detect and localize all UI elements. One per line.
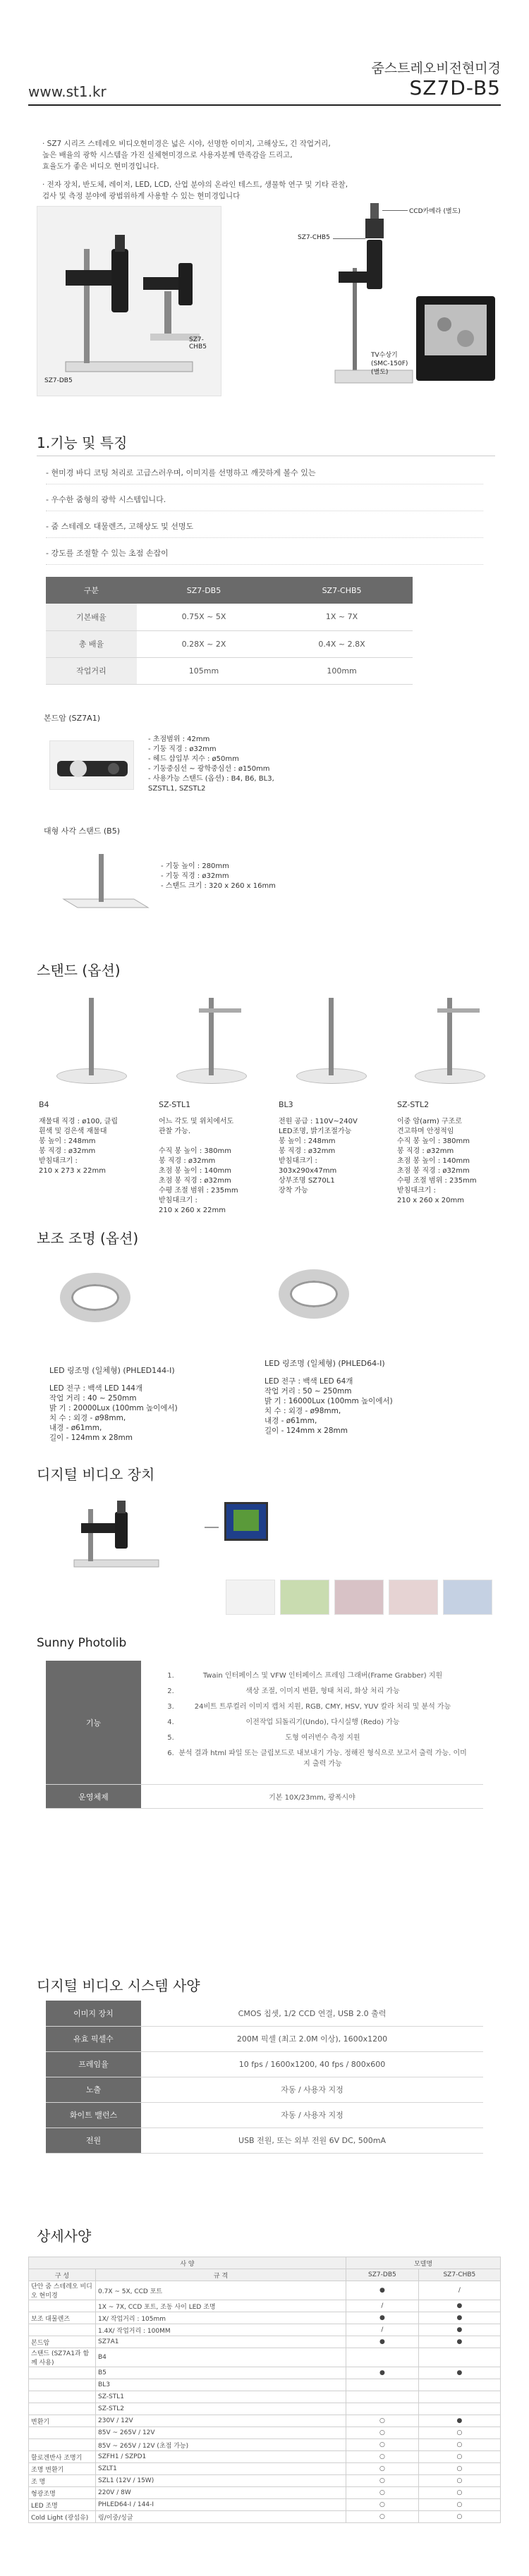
row-header: 기능 — [46, 1661, 141, 1785]
stand-desc-line: 봉 직경 : ø32mm — [39, 1147, 96, 1155]
table-header: SZ7-DB5 — [346, 2269, 419, 2281]
table-cell: 0.4X ~ 2.8X — [271, 630, 413, 657]
light-desc-line: LED 전구 : 백색 LED 144개 — [49, 1384, 143, 1393]
table-cell: 10 fps / 1600x1200, 40 fps / 800x600 — [141, 2051, 483, 2077]
screenshot-thumb — [334, 1580, 384, 1615]
table-cell: ○ — [346, 2427, 419, 2439]
stand-desc-line — [159, 1137, 272, 1147]
table-header: 사 양 — [29, 2257, 346, 2269]
table-cell: 형광조명 — [29, 2487, 96, 2499]
hero-label-db5: SZ7-DB5 — [44, 377, 73, 384]
table-cell: 작업거리 — [46, 657, 137, 684]
photolib-table — [46, 1661, 483, 1809]
focus-spec-list — [148, 735, 274, 794]
site-url[interactable]: www.st1.kr — [28, 83, 107, 100]
stand-desc-line: 초점 봉 직경 : ø32mm — [397, 1167, 470, 1175]
table-cell: 100mm — [271, 657, 413, 684]
table-row — [46, 2102, 483, 2128]
photolib-title: Sunny Photolib — [37, 1636, 127, 1650]
base-spec-line: - 스탠드 크기 : 320 x 260 x 16mm — [161, 882, 276, 890]
row-header: 프레임율 — [46, 2051, 141, 2077]
table-cell — [29, 2379, 96, 2391]
table-header-row — [29, 2257, 501, 2269]
table-cell: 기본배율 — [46, 604, 137, 630]
light-desc-line: 내경 - ø61mm, — [264, 1417, 317, 1425]
table-cell: 링/이중/싱글 — [96, 2511, 346, 2523]
light-desc — [264, 1376, 393, 1436]
table-row — [46, 657, 413, 684]
row-header: 전원 — [46, 2128, 141, 2153]
stand-desc-line: 수평 조절 범위 : 235mm — [397, 1177, 477, 1185]
feature-bullet: - 강도를 조절할 수 있는 초점 손잡이 — [46, 547, 483, 565]
stand-bl3-photo — [276, 987, 382, 1089]
table-cell: ○ — [418, 2487, 500, 2499]
callout-line — [382, 210, 408, 211]
stand-desc-line: 받침대크기 : — [39, 1157, 78, 1165]
table-cell: ○ — [346, 2511, 419, 2523]
stand-desc-line: 재물대 직경 : ø100, 클립 — [39, 1118, 118, 1125]
product-model: SZ7D-B5 — [409, 76, 501, 99]
stand-desc-line: 봉 높이 : 248mm — [39, 1137, 96, 1145]
list-item: 5. 도형 여러번수 측정 지원 — [176, 1733, 469, 1743]
table-cell — [346, 2379, 419, 2391]
table-cell: 스탠드 (SZ7A1과 함께 사용) — [29, 2348, 96, 2367]
table-cell: 변환기 — [29, 2415, 96, 2427]
table-cell: ● — [346, 2312, 419, 2324]
table-cell — [418, 2403, 500, 2415]
table-cell: ● — [346, 2281, 419, 2300]
tv-label-line: (별도) — [371, 369, 389, 376]
list-item: 1. Twain 인터페이스 및 VFW 인터페이스 프레임 그래버(Frame Grabber) 지원 — [176, 1671, 469, 1681]
ring-light-icon — [60, 1273, 130, 1322]
table-cell: B4 — [96, 2348, 346, 2367]
table-row — [29, 2403, 501, 2415]
ring-light-icon — [279, 1269, 349, 1319]
table-row — [29, 2391, 501, 2403]
base-spec-line: - 기둥 높이 : 280mm — [161, 862, 229, 870]
focus-arm-icon — [50, 741, 135, 790]
screenshot-thumb — [389, 1580, 438, 1615]
table-row — [29, 2415, 501, 2427]
table-row — [46, 2001, 483, 2026]
screenshot-thumb — [226, 1580, 275, 1615]
stand-desc-line: 상부조명 SZ70L1 — [279, 1177, 335, 1185]
stand-arm — [437, 1008, 480, 1013]
table-cell: ○ — [418, 2427, 500, 2439]
product-subtitle: 줌스트레오비전현미경 — [371, 61, 501, 76]
table-cell: BL3 — [96, 2379, 346, 2391]
list-item: 2. 색상 조절, 이미지 변환, 형태 처리, 화상 처리 가능 — [176, 1686, 469, 1697]
light-desc — [49, 1384, 178, 1443]
stand-desc-line: 봉 높이 : 248mm — [279, 1137, 336, 1145]
feature-bullet: - 현미경 바디 코팅 처리로 고급스러우며, 이미지를 선명하고 깨끗하게 볼수 있는 — [46, 467, 483, 484]
table-cell: CMOS 칩셋, 1/2 CCD 연결, USB 2.0 출력 — [141, 2001, 483, 2026]
table-cell: / — [418, 2281, 500, 2300]
base-spec-list — [161, 862, 276, 891]
callout-line — [333, 238, 365, 239]
table-cell: Cold Light (광섬유) — [29, 2511, 96, 2523]
table-cell: SZ7A1 — [96, 2336, 346, 2348]
intro-line: 효율도가 좋은 비디오 현미경입니다. — [42, 162, 159, 171]
table-cell: ● — [418, 2367, 500, 2379]
table-row — [29, 2427, 501, 2439]
table-cell: ○ — [346, 2475, 419, 2487]
table-cell: 본드암 — [29, 2336, 96, 2348]
table-cell — [346, 2403, 419, 2415]
tv-label-line: (SMC-150F) — [371, 360, 408, 367]
stand-desc-line: 관찰 가능. — [159, 1128, 190, 1135]
table-row — [29, 2487, 501, 2499]
stand-desc-line: 흰색 및 검은색 재물대 — [39, 1128, 107, 1135]
stand-name: B4 — [39, 1100, 49, 1109]
table-cell: SZ-STL1 — [96, 2391, 346, 2403]
base-spec-line: - 기둥 직경 : ø32mm — [161, 872, 229, 880]
table-cell: ● — [418, 2324, 500, 2336]
stand-name: BL3 — [279, 1100, 293, 1109]
table-row — [29, 2324, 501, 2336]
table-cell: SZLT1 — [96, 2463, 346, 2475]
row-header: 이미지 장치 — [46, 2001, 141, 2026]
stand-desc-line: 전원 공급 : 110V~240V — [279, 1118, 358, 1125]
table-cell: ○ — [418, 2463, 500, 2475]
table-header: SZ7-DB5 — [137, 577, 271, 604]
stand-name: SZ-STL1 — [159, 1100, 191, 1109]
base-block-title: 대형 사각 스탠드 (B5) — [44, 826, 120, 836]
table-cell: 보조 대물렌즈 — [29, 2312, 96, 2324]
stand-desc-line: 견고하며 안정적임 — [397, 1128, 454, 1135]
page-header — [28, 49, 501, 106]
table-cell: 조명 변환기 — [29, 2463, 96, 2475]
table-cell: 할로겐반사 조명기 — [29, 2451, 96, 2463]
table-cell: 1X/ 작업거리 : 105mm — [96, 2312, 346, 2324]
table-cell: 1.4X/ 작업거리 : 100MM — [96, 2324, 346, 2336]
table-row — [29, 2475, 501, 2487]
stand-desc-line: 봉 직경 : ø32mm — [159, 1157, 216, 1165]
table-cell: ○ — [346, 2499, 419, 2511]
detail-table-body — [29, 2257, 501, 2523]
base-stand-photo — [49, 850, 155, 913]
light-desc-line: LED 전구 : 백색 LED 64개 — [264, 1377, 353, 1386]
table-row — [46, 1785, 483, 1809]
table-cell: ● — [346, 2367, 419, 2379]
table-cell — [29, 2324, 96, 2336]
table-cell: LED 조명 — [29, 2499, 96, 2511]
light-name: LED 링조명 (일체형) (PHLED64-I) — [264, 1359, 385, 1368]
intro-text — [42, 138, 494, 202]
stand-desc-line: 수직 봉 높이 : 380mm — [397, 1137, 470, 1145]
table-row — [29, 2439, 501, 2451]
table-cell: ○ — [418, 2475, 500, 2487]
table-cell: 0.28X ~ 2X — [137, 630, 271, 657]
digital-title: 디지털 비디오 장치 — [37, 1466, 155, 1483]
focus-spec-line: - 기둥 직경 : ø32mm — [148, 745, 217, 753]
table-cell: ○ — [346, 2439, 419, 2451]
stand-desc-line: 이중 암(arm) 구조로 — [397, 1118, 462, 1125]
table-cell: ○ — [346, 2451, 419, 2463]
table-row — [29, 2367, 501, 2379]
row-header: 운영체제 — [46, 1785, 141, 1809]
photolib-screenshots — [226, 1580, 494, 1616]
table-cell — [418, 2379, 500, 2391]
stand-icon — [49, 850, 155, 913]
table-cell: ○ — [346, 2463, 419, 2475]
stand-name: SZ-STL2 — [397, 1100, 430, 1109]
table-header: SZ7-CHB5 — [271, 577, 413, 604]
intro-line: 높은 배율의 광학 시스템을 가진 실체현미경으로 사용자분께 만족감을 드리고, — [42, 151, 293, 159]
system-spec-title: 디지털 비디오 시스템 사양 — [37, 1977, 200, 1994]
list-item: 3. 24비트 트루컬러 이미지 캡처 지원, RGB, CMY, HSV, YUV 칼라 처리 및 분석 가능 — [176, 1702, 469, 1712]
screenshot-thumb — [280, 1580, 329, 1615]
table-cell: SZL1 (12V / 15W) — [96, 2475, 346, 2487]
table-cell — [29, 2391, 96, 2403]
table-cell — [141, 1661, 483, 1785]
table-cell: 자동 / 사용자 지정 — [141, 2077, 483, 2102]
intro-line: · SZ7 시리즈 스테레오 비디오현미경은 넓은 시야, 선명한 이미지, 고해상도, 긴 작업거리, — [42, 140, 331, 148]
detail-title: 상세사양 — [37, 2228, 92, 2245]
table-cell: / — [346, 2324, 419, 2336]
table-header: 규 격 — [96, 2269, 346, 2281]
table-row — [29, 2499, 501, 2511]
stand-b4-photo — [37, 987, 142, 1089]
table-row — [29, 2511, 501, 2523]
microscope-icon — [37, 207, 222, 397]
hero-microscope-photo — [37, 206, 221, 396]
stand-desc-line: 수평 조절 범위 : 235mm — [159, 1187, 238, 1195]
system-spec-table — [46, 2001, 483, 2154]
table-cell — [418, 2348, 500, 2367]
table-cell: 기본 10X/23mm, 광폭시야 — [141, 1785, 483, 1809]
row-header: 노출 — [46, 2077, 141, 2102]
table-header-row — [46, 577, 413, 604]
stand-desc-line: 303x290x47mm — [279, 1167, 337, 1175]
row-header: 화이트 밸런스 — [46, 2102, 141, 2128]
table-row — [29, 2348, 501, 2367]
table-cell — [29, 2439, 96, 2451]
detail-table — [28, 2257, 501, 2523]
table-cell: 85V ~ 265V / 12V — [96, 2427, 346, 2439]
table-row — [46, 2128, 483, 2153]
table-cell: USB 전원, 또는 외부 전원 6V DC, 500mA — [141, 2128, 483, 2153]
table-cell: 105mm — [137, 657, 271, 684]
light-desc-line: 치 수 : 외경 - ø98mm, — [49, 1414, 126, 1422]
stand-desc-line: 받침대크기 : — [279, 1157, 317, 1165]
stand-arm — [199, 1008, 241, 1013]
table-cell: 220V / 8W — [96, 2487, 346, 2499]
feature-bullet: - 줌 스테레오 대물렌즈, 고해상도 및 선명도 — [46, 520, 483, 538]
stand-pole — [89, 998, 94, 1075]
table-cell: SZ-STL2 — [96, 2403, 346, 2415]
hero-label-chb5-right: SZ7-CHB5 — [298, 234, 330, 241]
row-header: 유효 픽셀수 — [46, 2026, 141, 2051]
table-cell: ○ — [346, 2415, 419, 2427]
table-cell: ○ — [418, 2451, 500, 2463]
table-row — [29, 2281, 501, 2300]
list-item: 4. 이전작업 되돌리기(Undo), 다시실행 (Redo) 가능 — [176, 1717, 469, 1728]
stand-desc-line: 봉 직경 : ø32mm — [397, 1147, 454, 1155]
focus-spec-line: SZSTL1, SZSTL2 — [148, 785, 206, 793]
stand-desc — [159, 1117, 272, 1216]
table-cell: 85V ~ 265V / 12V (초점 가능) — [96, 2439, 346, 2451]
table-row — [29, 2463, 501, 2475]
table-cell: B5 — [96, 2367, 346, 2379]
stand-stl1-photo — [157, 987, 262, 1089]
stand-desc-line: 받침대크기 : — [397, 1187, 436, 1195]
table-row — [46, 2077, 483, 2102]
table-header: 구 성 — [29, 2269, 96, 2281]
table-cell: 200M 픽셀 (최고 2.0M 이상), 1600x1200 — [141, 2026, 483, 2051]
stand-desc-line: 210 x 260 x 20mm — [397, 1197, 464, 1204]
table-header: 구분 — [46, 577, 137, 604]
connector-line — [205, 1527, 219, 1528]
table-cell — [29, 2427, 96, 2439]
stand-desc-line: 초점 봉 높이 : 140mm — [397, 1157, 470, 1165]
digital-microscope-photo — [67, 1495, 173, 1573]
hero-system-photo — [268, 197, 497, 402]
stand-desc-line: LED조명, 밝기조절가능 — [279, 1128, 352, 1135]
table-cell: ● — [418, 2312, 500, 2324]
light-desc-line: 치 수 : 외경 - ø98mm, — [264, 1407, 341, 1415]
table-cell: ● — [418, 2415, 500, 2427]
stand-desc — [39, 1117, 152, 1176]
hero-label-ccd: CCD카메라 (별도) — [409, 208, 461, 215]
table-row — [46, 604, 413, 630]
features-title: 1.기능 및 특징 — [37, 434, 128, 451]
table-header-row — [29, 2269, 501, 2281]
intro-line: · 전자 장치, 반도체, 레이저, LED, LCD, 산업 분야의 온라인 테스트, 생물학 연구 및 기타 관찰, — [42, 181, 348, 189]
feature-bullet: - 우수한 줌형의 광학 시스템입니다. — [46, 494, 483, 511]
focus-block-title: 본드암 (SZ7A1) — [44, 714, 100, 723]
light-desc-line: 길이 - 124mm x 28mm — [264, 1427, 348, 1435]
stand-desc-line: 210 x 260 x 22mm — [159, 1207, 226, 1214]
lights-title: 보조 조명 (옵션) — [37, 1230, 139, 1247]
table-cell: 조 명 — [29, 2475, 96, 2487]
screenshot-thumb — [443, 1580, 492, 1615]
stand-desc-line: 어느 각도 및 위치에서도 — [159, 1118, 234, 1125]
table-header: SZ7-CHB5 — [418, 2269, 500, 2281]
stand-desc — [397, 1117, 510, 1206]
table-cell: 단안 줌 스테레오 비디오 현미경 — [29, 2281, 96, 2300]
table-row — [29, 2336, 501, 2348]
stand-desc-line: 초점 봉 직경 : ø32mm — [159, 1177, 231, 1185]
table-cell: 230V / 12V — [96, 2415, 346, 2427]
table-cell: ○ — [346, 2487, 419, 2499]
table-header: 모델명 — [346, 2257, 501, 2269]
intro-line: 검사 및 측정 분야에 광범위하게 사용할 수 있는 현미경입니다 — [42, 192, 241, 200]
stand-desc — [279, 1117, 391, 1196]
table-cell — [29, 2300, 96, 2312]
stand-desc-line: 210 x 273 x 22mm — [39, 1167, 106, 1175]
light-desc-line: 밝 기 : 16000Lux (100mm 높이에서) — [264, 1397, 393, 1405]
focus-arm-photo — [49, 740, 134, 790]
table-cell: ● — [418, 2336, 500, 2348]
stand-pole — [329, 998, 334, 1075]
hero-label-tv — [371, 351, 408, 377]
table-cell — [29, 2367, 96, 2379]
table-row — [29, 2300, 501, 2312]
light-desc-line: 길이 - 124mm x 28mm — [49, 1434, 133, 1442]
stand-stl2-photo — [395, 987, 501, 1089]
table-cell: ○ — [418, 2511, 500, 2523]
focus-spec-line: - 기둥중심선 ~ 광학중심선 : ø150mm — [148, 765, 270, 773]
table-cell: ○ — [418, 2499, 500, 2511]
light-name: LED 링조명 (일체형) (PHLED144-I) — [49, 1366, 175, 1375]
feature-list — [141, 1661, 483, 1784]
stand-desc-line: 받침대크기 : — [159, 1197, 197, 1204]
digital-monitor-photo — [224, 1502, 268, 1541]
focus-spec-line: - 초점범위 : 42mm — [148, 735, 210, 743]
table-row — [46, 2051, 483, 2077]
table-cell: 자동 / 사용자 지정 — [141, 2102, 483, 2128]
stand-desc-line: 수직 봉 높이 : 380mm — [159, 1147, 231, 1155]
table-cell: 총 배율 — [46, 630, 137, 657]
table-row — [46, 1661, 483, 1785]
stand-desc-line: 장착 가능 — [279, 1187, 308, 1195]
table-cell: PHLED64-I / 144-I — [96, 2499, 346, 2511]
light-desc-line: 내경 - ø61mm, — [49, 1424, 102, 1432]
table-cell: 0.75X ~ 5X — [137, 604, 271, 630]
microscope-icon — [67, 1495, 173, 1573]
table-cell — [418, 2391, 500, 2403]
table-cell: 0.7X ~ 5X, CCD 포트 — [96, 2281, 346, 2300]
tv-label-line: TV수상기 — [371, 352, 398, 359]
table-cell: 1X ~ 7X — [271, 604, 413, 630]
table-row — [29, 2312, 501, 2324]
light-desc-line: 밝 기 : 20000Lux (100mm 높이에서) — [49, 1404, 178, 1412]
table-cell: SZFH1 / SZPD1 — [96, 2451, 346, 2463]
stands-title: 스탠드 (옵션) — [37, 962, 121, 979]
table-cell: 1X ~ 7X, CCD 포트, 조동 사이 LED 조명 — [96, 2300, 346, 2312]
monitor-screen — [233, 1510, 259, 1531]
light-desc-line: 작업 거리 : 40 ~ 250mm — [49, 1394, 137, 1403]
table-cell — [346, 2348, 419, 2367]
stand-desc-line: 봉 직경 : ø32mm — [279, 1147, 336, 1155]
table-row — [46, 2026, 483, 2051]
table-cell: ○ — [418, 2439, 500, 2451]
stand-desc-line: 초점 봉 높이 : 140mm — [159, 1167, 231, 1175]
table-cell: ● — [418, 2300, 500, 2312]
table-cell — [346, 2391, 419, 2403]
focus-spec-line: - 헤드 삽입부 지수 : ø50mm — [148, 755, 239, 763]
table-cell — [29, 2403, 96, 2415]
spec-table — [46, 577, 413, 685]
focus-spec-line: - 사용가능 스탠드 (옵션) : B4, B6, BL3, — [148, 775, 274, 783]
table-cell: / — [346, 2300, 419, 2312]
table-cell: ● — [346, 2336, 419, 2348]
hero-label-chb5: SZ7-CHB5 — [189, 336, 207, 350]
table-row — [29, 2451, 501, 2463]
table-row — [46, 630, 413, 657]
list-item: 6. 분석 결과 html 파일 또는 클립보드로 내보내기 가능. 정해진 형식으로 보고서 출력 가능. 이미지 출력 가능 — [176, 1748, 469, 1769]
table-row — [29, 2379, 501, 2391]
light-desc-line: 작업 거리 : 50 ~ 250mm — [264, 1387, 352, 1396]
